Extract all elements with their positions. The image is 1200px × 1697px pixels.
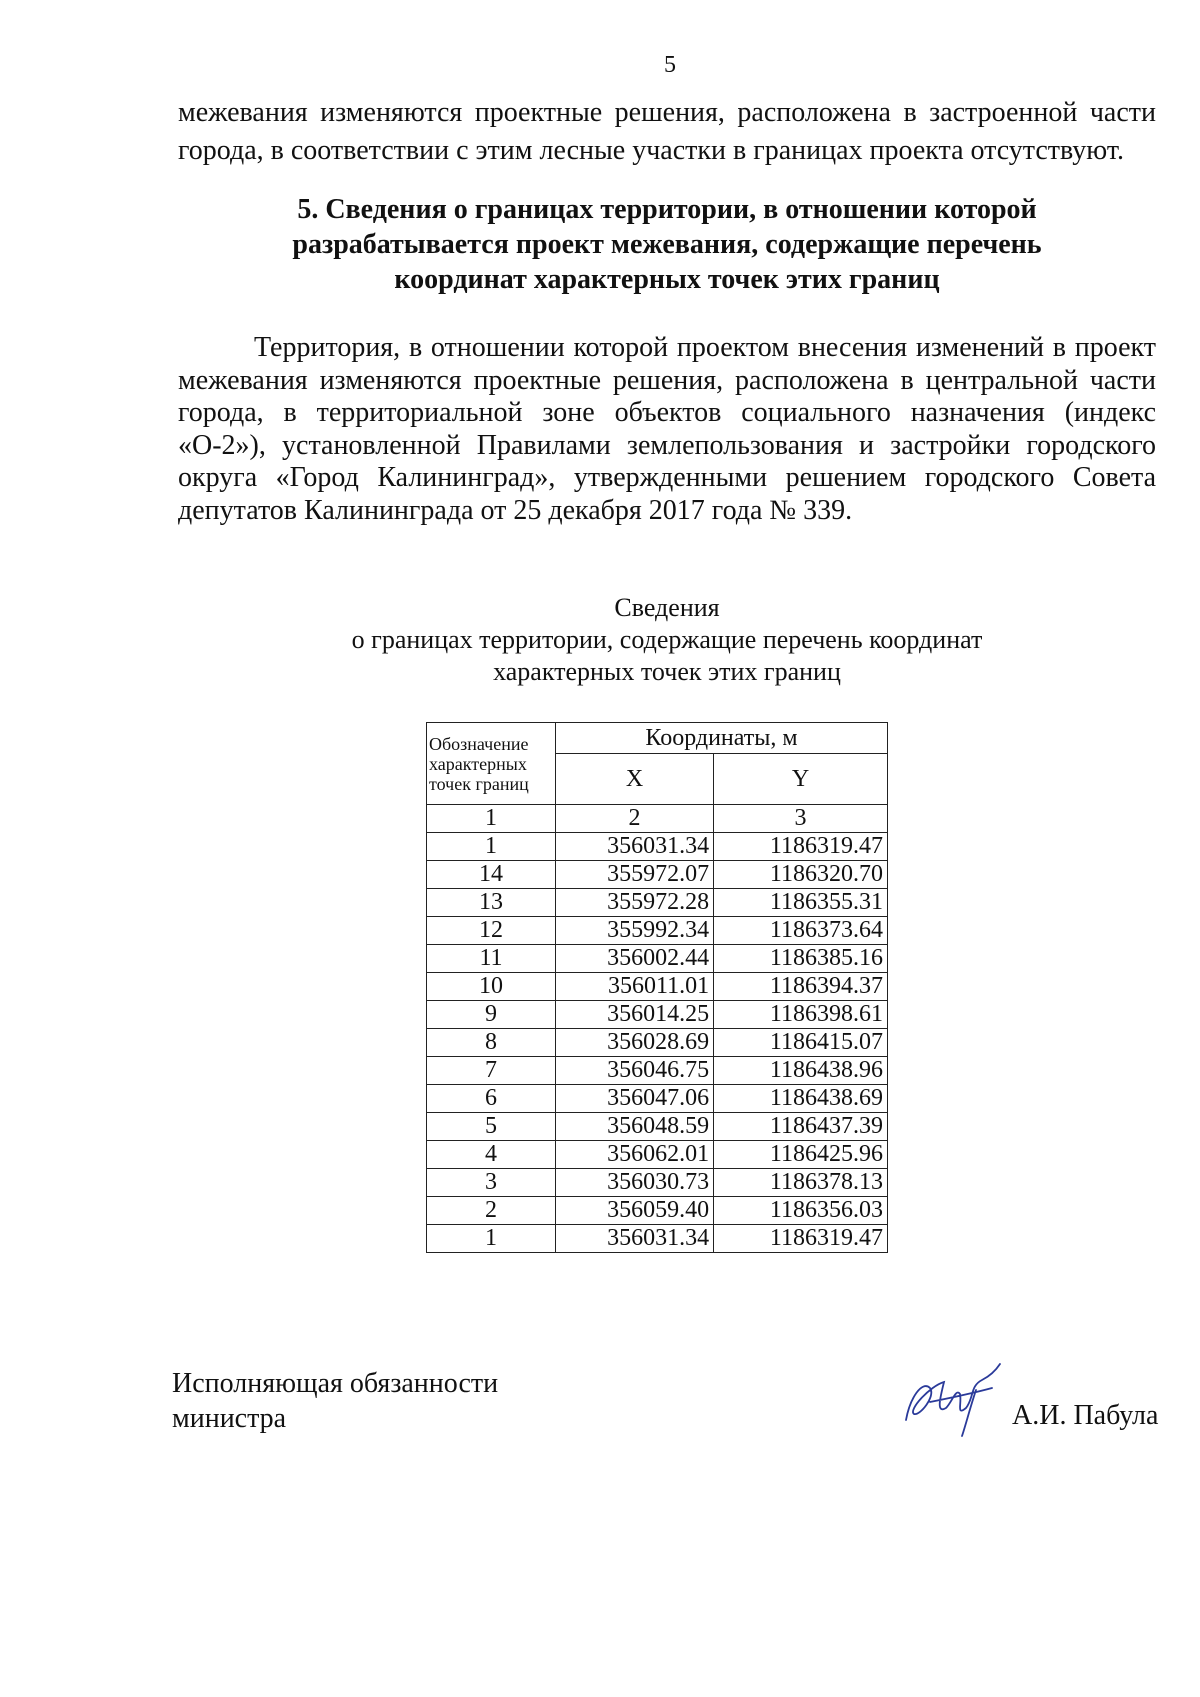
point-label-cell: 2: [427, 1197, 556, 1225]
table-caption-line: о границах территории, содержащие перечень координат: [351, 625, 983, 654]
point-label-cell: 12: [427, 917, 556, 945]
x-coordinate-cell: 355972.07: [556, 861, 714, 889]
x-coordinate-cell: 356046.75: [556, 1057, 714, 1085]
point-label-cell: 3: [427, 1169, 556, 1197]
y-coordinate-cell: 1186398.61: [714, 1001, 888, 1029]
handwritten-signature: [900, 1358, 1010, 1438]
territory-paragraph: Территория, в отношении которой проектом внесения изменений в проект межевания изменяются проектные решения, расположена в центральной части города, в территориальной зоне объектов социального назначения (индекс «О-2»), установленной Правилами землепользования и застройки городского округа «Город Калининград», утвержденными решением городского Совета депутатов Калининграда от 25 декабря 2017 года № 339.: [178, 332, 1156, 526]
y-coordinate-cell: 1186319.47: [714, 833, 888, 861]
point-label-cell: 6: [427, 1085, 556, 1113]
point-label-cell: 9: [427, 1001, 556, 1029]
table-row: [427, 1057, 888, 1085]
column-number: 2: [556, 805, 714, 833]
y-coordinate-cell: 1186320.70: [714, 861, 888, 889]
signatory-position-line: Исполняющая обязанности: [172, 1368, 499, 1399]
y-coordinate-cell: 1186355.31: [714, 889, 888, 917]
table-row: [427, 1001, 888, 1029]
point-label-cell: 11: [427, 945, 556, 973]
table-caption-line: Сведения: [614, 593, 720, 622]
table-row: [427, 1169, 888, 1197]
y-coordinate-cell: 1186373.64: [714, 917, 888, 945]
point-label-cell: 7: [427, 1057, 556, 1085]
y-coordinate-cell: 1186385.16: [714, 945, 888, 973]
x-coordinate-cell: 356030.73: [556, 1169, 714, 1197]
section-heading-line: 5. Сведения о границах территории, в отношении которой: [297, 194, 1037, 225]
table-caption-line: характерных точек этих границ: [493, 657, 841, 686]
x-coordinate-cell: 356047.06: [556, 1085, 714, 1113]
x-coordinate-cell: 356028.69: [556, 1029, 714, 1057]
table-row: [427, 1029, 888, 1057]
table-row: [427, 1197, 888, 1225]
column-number: 3: [714, 805, 888, 833]
x-coordinate-cell: 356014.25: [556, 1001, 714, 1029]
point-label-cell: 5: [427, 1113, 556, 1141]
point-label-cell: 8: [427, 1029, 556, 1057]
x-coordinate-cell: 356059.40: [556, 1197, 714, 1225]
y-coordinate-cell: 1186438.96: [714, 1057, 888, 1085]
signatory-name: А.И. Пабула: [1012, 1400, 1159, 1431]
y-coordinate-cell: 1186437.39: [714, 1113, 888, 1141]
table-row: [427, 889, 888, 917]
table-row: [427, 1225, 888, 1253]
coordinates-table-body: [427, 805, 888, 1253]
x-coordinate-cell: 356031.34: [556, 833, 714, 861]
coordinates-table: [426, 722, 888, 1253]
column-header-coordinates: Координаты, м: [556, 723, 888, 754]
table-row: [427, 973, 888, 1001]
x-coordinate-cell: 356002.44: [556, 945, 714, 973]
column-number-row: [427, 805, 888, 833]
signatory-position-line: министра: [172, 1403, 287, 1434]
section-heading-line: координат характерных точек этих границ: [394, 264, 940, 295]
x-coordinate-cell: 355992.34: [556, 917, 714, 945]
column-number: 1: [427, 805, 556, 833]
y-coordinate-cell: 1186378.13: [714, 1169, 888, 1197]
table-row: [427, 1085, 888, 1113]
point-label-cell: 13: [427, 889, 556, 917]
y-coordinate-cell: 1186425.96: [714, 1141, 888, 1169]
table-row: [427, 945, 888, 973]
y-coordinate-cell: 1186394.37: [714, 973, 888, 1001]
column-header-y: Y: [714, 754, 888, 805]
intro-paragraph: межевания изменяются проектные решения, расположена в застроенной части города, в соответствии с этим лесные участки в границах проекта отсутствуют.: [178, 97, 1156, 166]
point-label-cell: 4: [427, 1141, 556, 1169]
column-header-x: X: [556, 754, 714, 805]
point-label-cell: 1: [427, 833, 556, 861]
point-label-cell: 10: [427, 973, 556, 1001]
y-coordinate-cell: 1186438.69: [714, 1085, 888, 1113]
point-label-cell: 1: [427, 1225, 556, 1253]
table-row: [427, 917, 888, 945]
table-row: [427, 1113, 888, 1141]
x-coordinate-cell: 355972.28: [556, 889, 714, 917]
y-coordinate-cell: 1186319.47: [714, 1225, 888, 1253]
table-row: [427, 1141, 888, 1169]
table-caption: [178, 592, 1156, 688]
x-coordinate-cell: 356011.01: [556, 973, 714, 1001]
y-coordinate-cell: 1186356.03: [714, 1197, 888, 1225]
section-heading: [178, 192, 1156, 297]
y-coordinate-cell: 1186415.07: [714, 1029, 888, 1057]
signatory-position: [172, 1366, 498, 1436]
page-number: 5: [664, 52, 676, 78]
x-coordinate-cell: 356062.01: [556, 1141, 714, 1169]
point-label-cell: 14: [427, 861, 556, 889]
x-coordinate-cell: 356031.34: [556, 1225, 714, 1253]
column-header-point: Обозначение характерных точек границ: [427, 723, 556, 805]
x-coordinate-cell: 356048.59: [556, 1113, 714, 1141]
table-row: [427, 861, 888, 889]
section-heading-line: разрабатывается проект межевания, содержащие перечень: [292, 229, 1042, 260]
table-row: [427, 833, 888, 861]
